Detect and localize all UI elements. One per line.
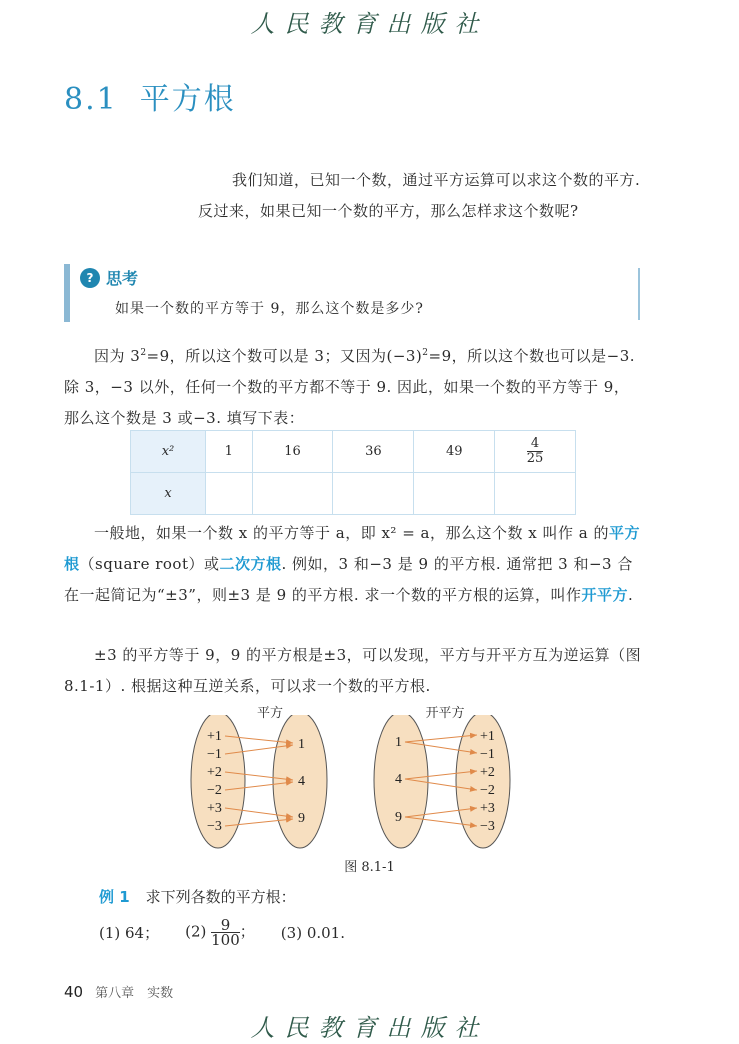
- table-cell-blank[interactable]: [495, 473, 576, 515]
- paragraph-3: ±3 的平方等于 9，9 的平方根是±3，可以发现，平方与开平方互为逆运算（图 8.1-1）. 根据这种互逆关系，可以求一个数的平方根.: [64, 646, 642, 695]
- section-name: 平方根: [139, 82, 236, 117]
- svg-text:+3: +3: [207, 801, 222, 816]
- think-label: 思考: [106, 269, 139, 288]
- term-extract-root: 开平方: [581, 586, 628, 604]
- example-heading: [99, 886, 296, 907]
- table-cell: 1: [206, 431, 253, 473]
- publisher-logo-bottom: 人民教育出版社: [250, 1014, 489, 1042]
- svg-text:+1: +1: [480, 729, 495, 744]
- figure-left-title: 平方: [256, 706, 283, 721]
- figure-caption: 图 8.1-1: [344, 860, 395, 875]
- publisher-logo-top: 人民教育出版社: [250, 10, 489, 38]
- svg-text:−2: −2: [480, 783, 495, 798]
- term-square-root: 平方根: [64, 524, 640, 573]
- page-footer: [64, 982, 173, 1001]
- svg-text:−1: −1: [207, 747, 222, 762]
- example-prompt: 求下列各数的平方根：: [145, 888, 296, 906]
- svg-text:−1: −1: [480, 747, 495, 762]
- svg-text:−3: −3: [207, 819, 222, 834]
- chapter-name: 第八章 实数: [95, 986, 174, 1001]
- table-row: [131, 431, 576, 473]
- svg-text:4: 4: [395, 772, 402, 787]
- table-cell: 36: [333, 431, 414, 473]
- example-item-3: (3) 0.01.: [280, 923, 345, 942]
- svg-text:+3: +3: [480, 801, 495, 816]
- svg-text:1: 1: [395, 735, 402, 750]
- table-header-x: x: [131, 473, 206, 515]
- table-cell-blank[interactable]: [252, 473, 333, 515]
- think-box-right-bar: [638, 268, 640, 320]
- section-number: 8.1: [64, 82, 118, 117]
- table-row: [131, 473, 576, 515]
- paragraph-1: 因为 $3^2=9$，所以这个数可以是 3；又因为$(-3)^2=9$，所以这个数也可以是−3. 除 3，−3 以外，任何一个数的平方都不等于 9. 因此，如果一个数的平方等于 9，那么这个数是 3 或−3. 填写下表：: [64, 347, 636, 427]
- table-cell-blank[interactable]: [206, 473, 253, 515]
- example-items: [99, 918, 345, 947]
- table-cell-fraction: $\frac{4}{25}$: [495, 431, 576, 473]
- svg-text:−2: −2: [207, 783, 222, 798]
- example-label: 例 1: [99, 888, 130, 906]
- page-number: 40: [64, 983, 84, 1001]
- lightbulb-head-icon: ?: [80, 268, 100, 288]
- svg-text:9: 9: [395, 810, 402, 825]
- table-header-x-squared: x²: [131, 431, 206, 473]
- svg-text:9: 9: [298, 811, 305, 826]
- square-root-diagram: [185, 715, 545, 855]
- svg-text:+2: +2: [207, 765, 222, 780]
- example-item-2: (2) $\frac{9}{100}$ ；: [185, 916, 255, 949]
- term-second-root: 二次方根: [219, 555, 282, 573]
- paragraph-2: 一般地，如果一个数 x 的平方等于 a，即 x² = a，那么这个数 x 叫作 a 的平方根（square root）或二次方根. 例如，3 和−3 是 9 的平方根. 通常把 3 和−3 合在一起简记为“±3”，则±3 是 9 的平方根. 求一个数的平方根的运算，叫作开平方.: [64, 524, 640, 604]
- intro-paragraph: 我们知道，已知一个数，通过平方运算可以求这个数的平方. 反过来，如果已知一个数的平方，那么怎样求这个数呢?: [198, 171, 641, 220]
- svg-text:4: 4: [298, 774, 305, 789]
- section-title: [64, 74, 236, 118]
- svg-text:+1: +1: [207, 729, 222, 744]
- svg-text:+2: +2: [480, 765, 495, 780]
- svg-text:1: 1: [298, 737, 305, 752]
- think-header: [80, 266, 138, 289]
- square-table: [130, 430, 576, 515]
- table-cell: 16: [252, 431, 333, 473]
- table-cell-blank[interactable]: [414, 473, 495, 515]
- figure-right-title: 开平方: [425, 706, 465, 721]
- table-cell-blank[interactable]: [333, 473, 414, 515]
- svg-text:−3: −3: [480, 819, 495, 834]
- think-question: 如果一个数的平方等于 9，那么这个数是多少?: [115, 301, 424, 317]
- table-cell: 49: [414, 431, 495, 473]
- example-item-1: (1) 64；: [99, 924, 160, 942]
